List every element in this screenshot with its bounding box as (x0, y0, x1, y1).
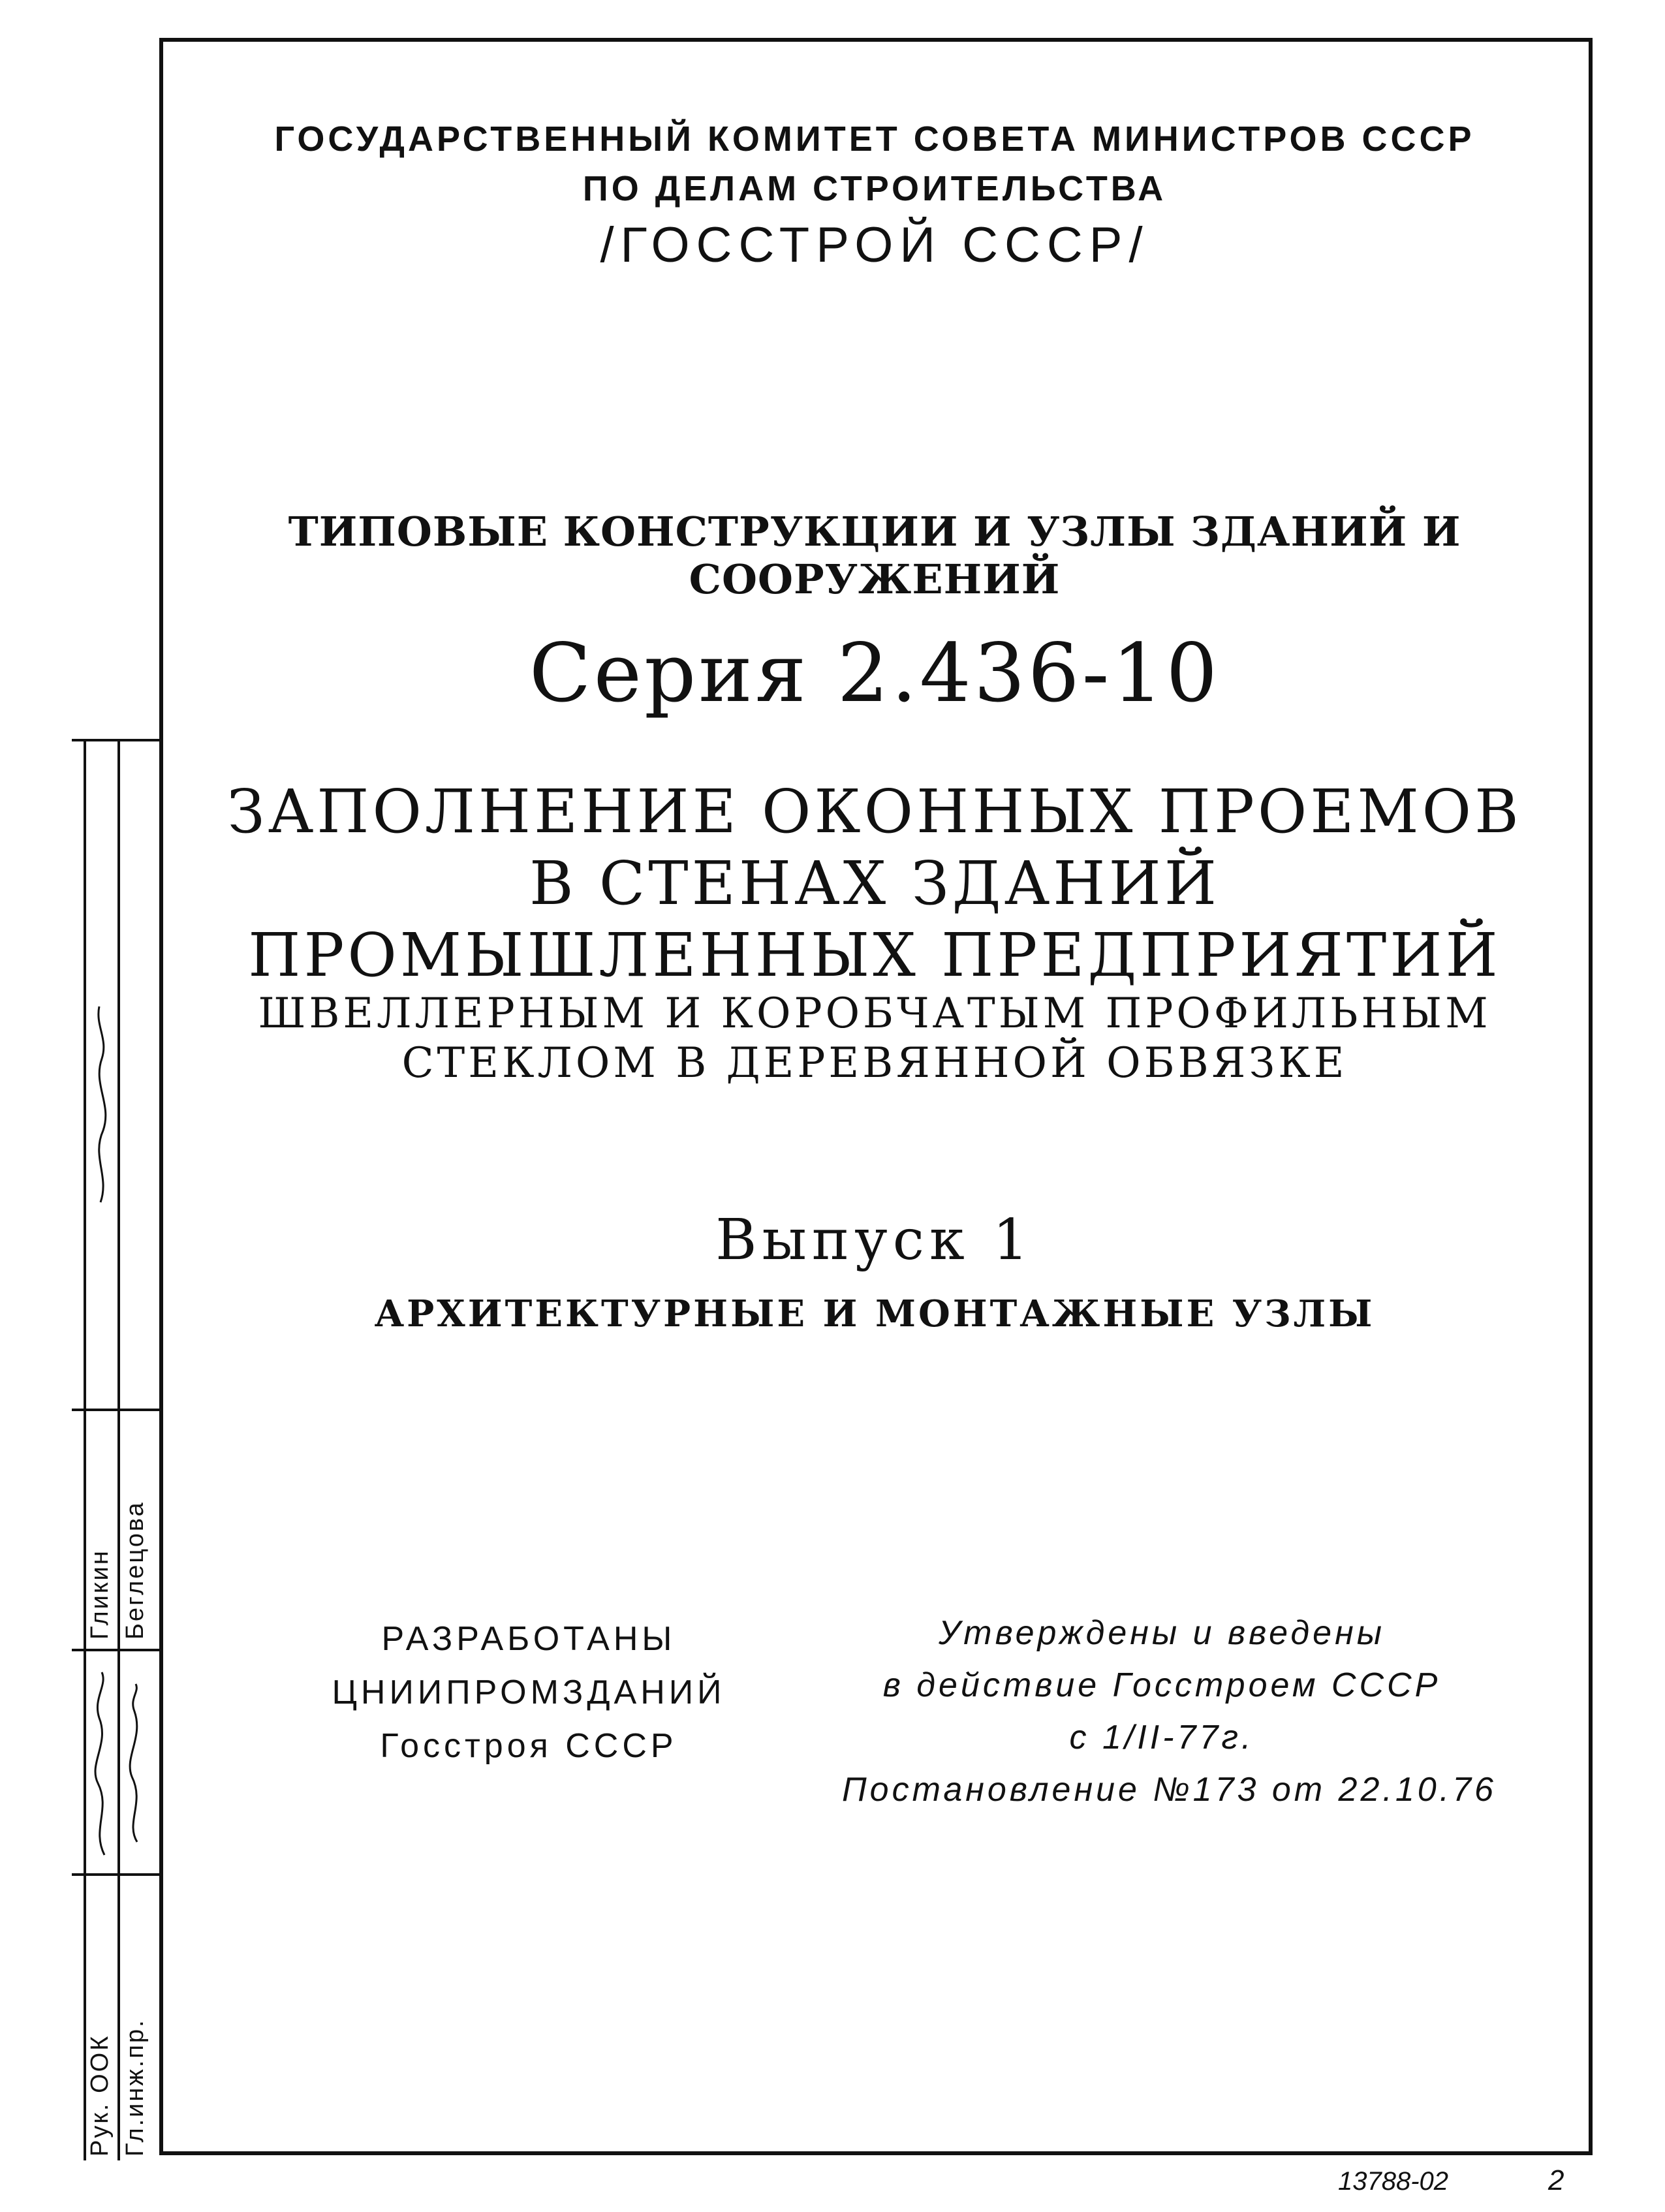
header-line-2: ПО ДЕЛАМ СТРОИТЕЛЬСТВА (582, 169, 1167, 208)
approved-line-4: Постановление №173 от 22.10.76 (842, 1771, 1497, 1809)
page-number: 2 (1548, 2164, 1564, 2196)
signature-3 (86, 1000, 116, 1209)
header-line-1: ГОСУДАРСТВЕННЫЙ КОМИТЕТ СОВЕТА МИНИСТРОВ СССР (274, 119, 1475, 159)
side-stamp-table (72, 739, 163, 2160)
series-number: Серия 2.436-10 (529, 627, 1221, 721)
approved-block (842, 1607, 1497, 1816)
developed-line-2: ЦНИИПРОМЗДАНИЙ (332, 1674, 726, 1711)
stamp-hline-top (72, 739, 163, 741)
page-frame (159, 38, 1593, 2155)
title-line-5: СТЕКЛОМ В ДЕРЕВЯННОЙ ОБВЯЗКЕ (401, 1039, 1348, 1087)
approved-line-3: с 1/II-77г. (1069, 1719, 1254, 1756)
stamp-name-2: Беглецова (121, 1501, 149, 1640)
signature-1 (85, 1666, 115, 1862)
header-line-3: /ГОССТРОЙ СССР/ (600, 217, 1149, 273)
series-title: ТИПОВЫЕ КОНСТРУКЦИИ И УЗЛЫ ЗДАНИЙ И СООРУЖЕНИЙ (288, 508, 1461, 603)
stamp-name-1: Гликин (86, 1549, 114, 1640)
stamp-hline-2 (72, 1649, 163, 1651)
approved-line-1: Утверждены и введены (939, 1614, 1385, 1652)
developed-by-block (287, 1612, 770, 1773)
issue-number: Выпуск 1 (715, 1207, 1034, 1273)
approved-line-2: в действие Госстроем СССР (882, 1666, 1441, 1704)
stamp-role-2: Гл.инж.пр. (121, 2018, 149, 2157)
title-line-4: ШВЕЛЛЕРНЫМ И КОРОБЧАТЫМ ПРОФИЛЬНЫМ (258, 989, 1491, 1038)
signature-2 (120, 1679, 150, 1848)
issue-subtitle: АРХИТЕКТУРНЫЕ И МОНТАЖНЫЕ УЗЛЫ (374, 1292, 1375, 1335)
title-line-1: ЗАПОЛНЕНИЕ ОКОННЫХ ПРОЕМОВ (227, 777, 1522, 847)
title-line-2: В СТЕНАХ ЗДАНИЙ (529, 849, 1220, 918)
stamp-hline-3 (72, 1873, 163, 1876)
developed-line-1: РАЗРАБОТАНЫ (381, 1620, 676, 1658)
document-code: 13788-02 (1338, 2167, 1449, 2196)
title-line-3: ПРОМЫШЛЕННЫХ ПРЕДПРИЯТИЙ (248, 920, 1501, 990)
stamp-vline-2 (117, 739, 120, 2160)
stamp-role-1: Рук. ООК (86, 2034, 114, 2157)
developed-line-3: Госстроя СССР (380, 1727, 677, 1765)
stamp-vline-1 (84, 739, 86, 2160)
stamp-hline-1 (72, 1409, 163, 1411)
